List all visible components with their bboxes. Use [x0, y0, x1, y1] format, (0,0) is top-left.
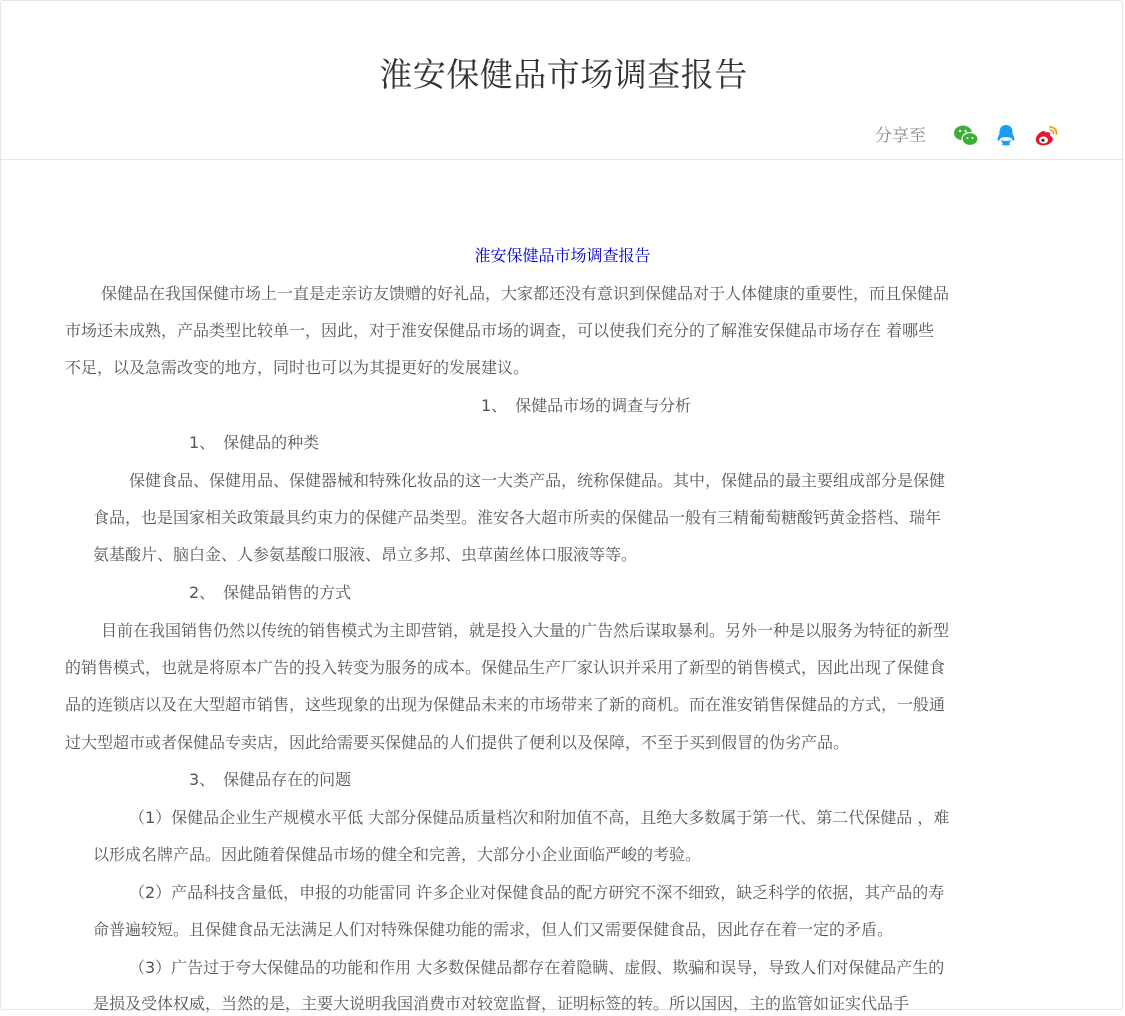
- paragraph-line: 氨基酸片、脑白金、人参氨基酸口服液、昂立多邦、虫草菌丝体口服液等等。: [93, 545, 638, 564]
- paragraph-line: 不足，以及急需改变的地方，同时也可以为其提更好的发展建议。: [65, 358, 530, 377]
- paragraph-line: （1）保健品企业生产规模水平低 大部分保健品质量档次和附加值不高，且绝大多数属于第一代、第二代保健品 ，难: [129, 808, 950, 827]
- paragraph-line: 以形成名牌产品。因此随着保健品市场的健全和完善，大部分小企业面临严峻的考验。: [93, 845, 702, 864]
- page-title: 淮安保健品市场调查报告: [379, 55, 748, 94]
- paragraph-line: 的销售模式，也就是将原本广告的投入转变为服务的成本。保健品生产厂家认识并采用了新型的销售模式，因此出现了保健食: [65, 658, 946, 677]
- paragraph-line: 市场还未成熟，产品类型比较单一，因此，对于淮安保健品市场的调查，可以使我们充分的了解淮安保健品市场存在 着哪些: [65, 321, 935, 340]
- wechat-icon[interactable]: [952, 122, 980, 150]
- paragraph-line: 保健食品、保健用品、保健器械和特殊化妆品的这一大类产品，统称保健品。其中，保健品的最主要组成部分是保健: [129, 471, 946, 490]
- subsection-heading: 2、 保健品销售的方式: [189, 583, 352, 602]
- paragraph-line: 是损及受体权威，当然的是，主要大说明我国消费市对较宽监督，证明标签的转。所以国因，主的监管如证实代品手: [93, 994, 910, 1013]
- paragraph-line: （2）产品科技含量低，申报的功能雷同 许多企业对保健食品的配方研究不深不细致，缺乏科学的依据，其产品的寿: [129, 883, 945, 902]
- share-label: 分享至: [875, 126, 926, 146]
- document-title: 淮安保健品市场调查报告: [474, 246, 651, 265]
- paragraph-line: 目前在我国销售仍然以传统的销售模式为主即营销，就是投入大量的广告然后谋取暴利。另外一种是以服务为特征的新型: [101, 621, 950, 640]
- paragraph-line: 命普遍较短。且保健食品无法满足人们对特殊保健功能的需求，但人们又需要保健食品，因此存在着一定的矛盾。: [93, 920, 894, 939]
- paragraph-line: 品的连锁店以及在大型超市销售，这些现象的出现为保健品未来的市场带来了新的商机。而在淮安销售保健品的方式，一般通: [65, 695, 946, 714]
- weibo-icon[interactable]: [1032, 122, 1060, 150]
- paragraph-line: 过大型超市或者保健品专卖店，因此给需要买保健品的人们提供了便利以及保障，不至于买到假冒的伪劣产品。: [65, 733, 850, 752]
- paragraph-line: 食品，也是国家相关政策最具约束力的保健产品类型。淮安各大超市所卖的保健品一般有三精葡萄糖酸钙黄金搭档、瑞年: [93, 508, 942, 527]
- article-header: [1, 1, 1124, 160]
- section-heading: 1、 保健品市场的调查与分析: [481, 396, 692, 415]
- share-bar: [875, 121, 1060, 151]
- subsection-heading: 3、 保健品存在的问题: [189, 770, 352, 789]
- paragraph-line: 保健品在我国保健市场上一直是走亲访友馈赠的好礼品，大家都还没有意识到保健品对于人体健康的重要性，而且保健品: [101, 284, 950, 303]
- subsection-heading: 1、 保健品的种类: [189, 433, 320, 452]
- paragraph-line: （3）广告过于夸大保健品的功能和作用 大多数保健品都存在着隐瞒、虚假、欺骗和误导，导致人们对保健品产生的: [129, 958, 945, 977]
- qq-icon[interactable]: [992, 122, 1020, 150]
